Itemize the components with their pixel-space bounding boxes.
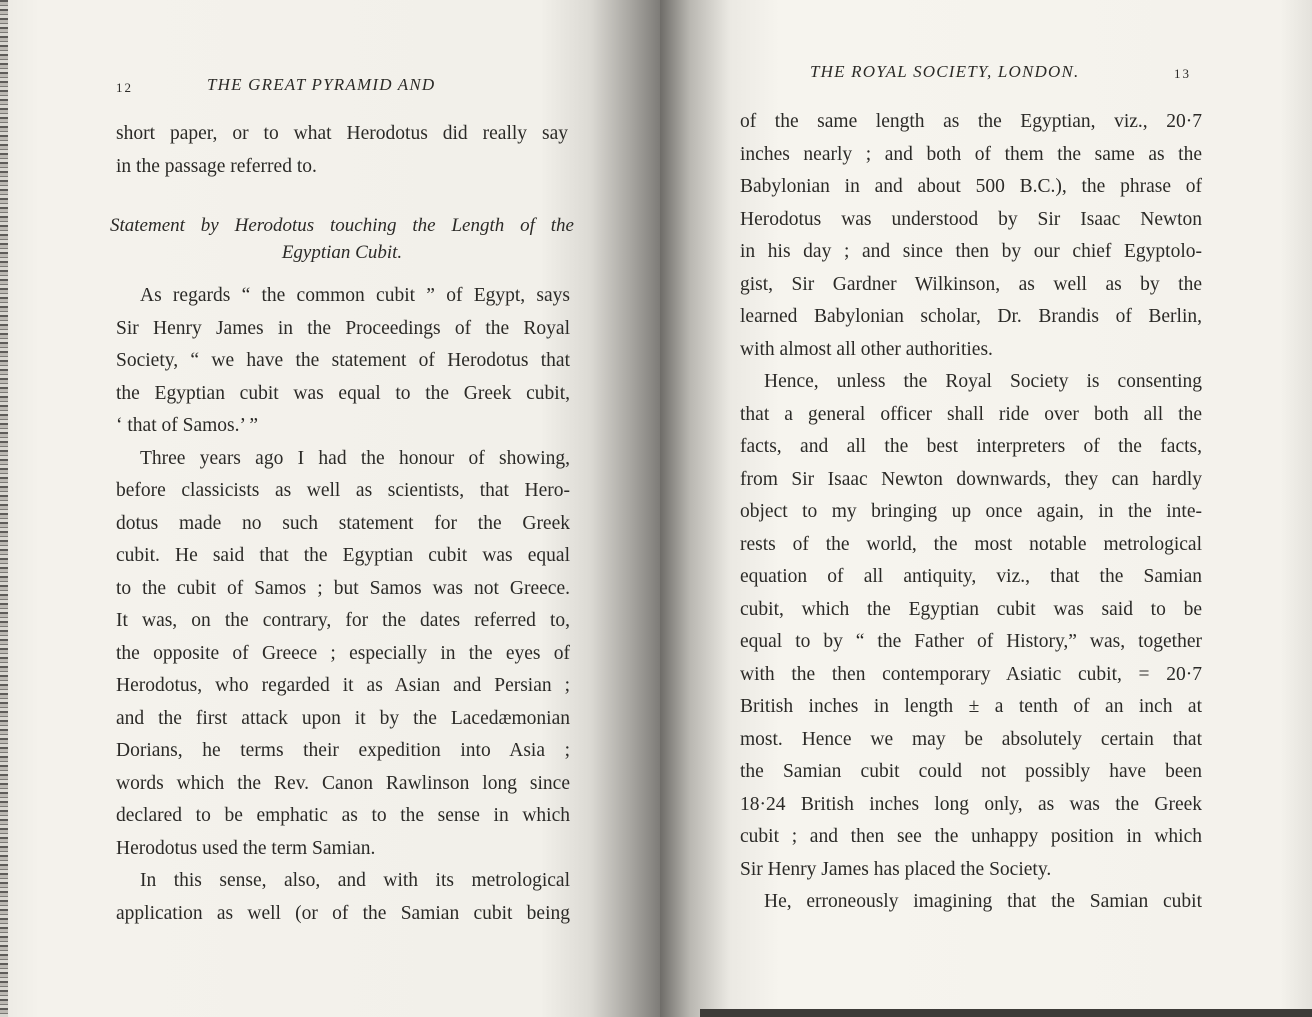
text-line: Society, “ we have the statement of Herodotus that <box>116 350 570 371</box>
text-line: Three years ago I had the honour of showing, <box>140 447 570 469</box>
text-line: that a general officer shall ride over both all the <box>740 403 1202 425</box>
text-line: 18·24 British inches long only, as was the Greek <box>740 793 1202 815</box>
text-line: As regards “ the common cubit ” of Egypt, says <box>140 285 570 306</box>
right-page <box>660 0 1312 1017</box>
text-line: Sir Henry James in the Proceedings of the Royal <box>116 317 570 339</box>
text-line: dotus made no such statement for the Greek <box>116 512 570 534</box>
text-line: cubit. He said that the Egyptian cubit was equal <box>116 545 570 566</box>
left-top-paragraph <box>116 118 568 183</box>
text-line: Sir Henry James has placed the Society. <box>740 858 1052 880</box>
text-line: cubit ; and then see the unhappy position in which <box>740 826 1202 847</box>
section-subhead <box>110 212 574 266</box>
text-line: words which the Rev. Canon Rawlinson long since <box>116 772 570 794</box>
text-line: most. Hence we may be absolutely certain that <box>740 728 1202 750</box>
text-line: with the then contemporary Asiatic cubit, = 20·7 <box>740 663 1202 685</box>
text-line: ‘ that of Samos.’ ” <box>116 415 259 436</box>
text-line: before classicists as well as scientists, that Hero- <box>116 480 570 501</box>
subhead-line: Egyptian Cubit. <box>281 242 403 263</box>
text-line: of the same length as the Egyptian, viz., 20·7 <box>740 111 1202 132</box>
text-line: Hence, unless the Royal Society is consenting <box>764 371 1202 392</box>
text-line: Dorians, he terms their expedition into Asia ; <box>116 740 570 761</box>
text-line: short paper, or to what Herodotus did really say <box>116 123 568 144</box>
text-line: Herodotus used the term Samian. <box>116 837 376 859</box>
text-line: in the passage referred to. <box>116 155 317 177</box>
text-line: rests of the world, the most notable metrological <box>740 533 1202 555</box>
text-line: He, erroneously imagining that the Samian cubit <box>764 891 1202 912</box>
text-line: application as well (or of the Samian cubit being <box>116 902 570 924</box>
left-running-head: THE GREAT PYRAMID AND <box>207 75 436 94</box>
text-line: from Sir Isaac Newton downwards, they can hardly <box>740 468 1202 490</box>
text-line: the Egyptian cubit was equal to the Greek cubit, <box>116 382 570 404</box>
text-line: learned Babylonian scholar, Dr. Brandis of Berlin, <box>740 306 1202 327</box>
text-line: Babylonian in and about 500 B.C.), the phrase of <box>740 176 1202 197</box>
book-edge <box>0 0 8 1017</box>
text-line: equal to by “ the Father of History,” was, together <box>740 631 1202 652</box>
left-page-number: 12 <box>116 80 133 95</box>
text-line: Herodotus, who regarded it as Asian and Persian ; <box>116 675 570 696</box>
text-line: cubit, which the Egyptian cubit was said to be <box>740 598 1202 620</box>
text-line: the Samian cubit could not possibly have been <box>740 761 1202 782</box>
text-line: facts, and all the best interpreters of the facts, <box>740 436 1202 457</box>
text-line: in his day ; and since then by our chief Egyptolo- <box>740 241 1202 262</box>
right-running-head: THE ROYAL SOCIETY, LONDON. <box>810 62 1080 81</box>
right-body <box>740 106 1202 919</box>
text-line: gist, Sir Gardner Wilkinson, as well as by the <box>740 273 1202 295</box>
text-line: In this sense, also, and with its metrological <box>140 870 570 891</box>
text-line: object to my bringing up once again, in the inte- <box>740 501 1202 522</box>
text-line: British inches in length ± a tenth of an inch at <box>740 696 1202 717</box>
subhead-line: Statement by Herodotus touching the Length of the <box>110 215 574 236</box>
left-body <box>116 280 570 930</box>
scan-bottom-edge <box>700 1009 1312 1017</box>
text-line: the opposite of Greece ; especially in the eyes of <box>116 642 570 664</box>
text-line: inches nearly ; and both of them the same as the <box>740 143 1202 165</box>
text-line: and the first attack upon it by the Lacedæmonian <box>116 707 570 729</box>
text-line: It was, on the contrary, for the dates referred to, <box>116 610 570 631</box>
text-line: equation of all antiquity, viz., that the Samian <box>740 566 1202 587</box>
text-line: to the cubit of Samos ; but Samos was not Greece. <box>116 577 570 599</box>
right-page-number: 13 <box>1174 66 1191 81</box>
text-line: Herodotus was understood by Sir Isaac Newton <box>740 208 1202 230</box>
text-line: with almost all other authorities. <box>740 338 993 360</box>
text-line: declared to be emphatic as to the sense in which <box>116 805 570 826</box>
